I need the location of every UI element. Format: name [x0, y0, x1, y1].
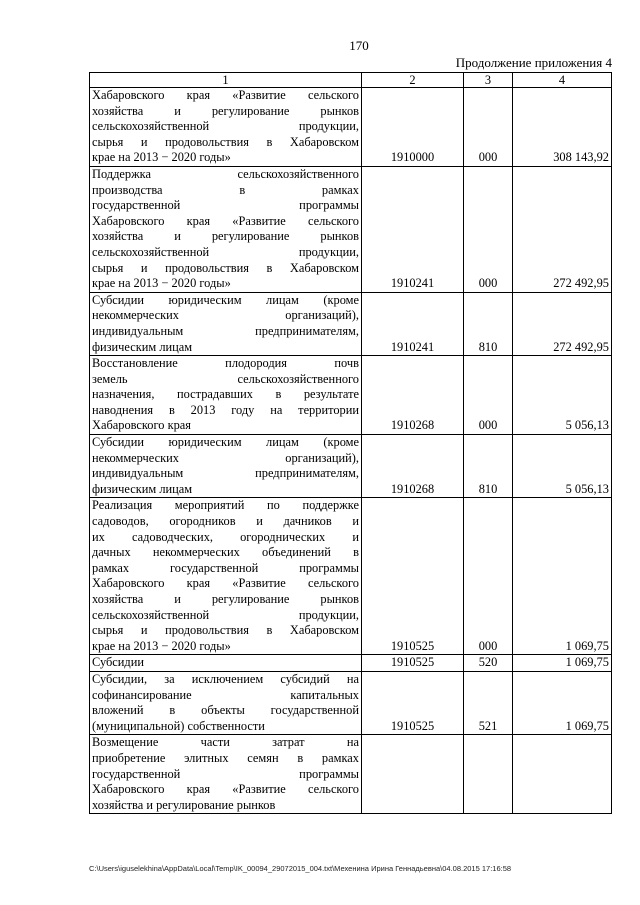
row-code-cell: 1910000 — [362, 88, 464, 167]
row-type-cell: 520 — [464, 655, 513, 672]
row-name-cell — [90, 655, 362, 672]
row-name-line: некоммерческих организаций), — [92, 308, 359, 323]
row-name-line: крае на 2013 − 2020 годы» — [92, 150, 231, 165]
row-name-line: государственной программы — [92, 766, 359, 781]
file-path-footer: C:\Users\iguselekhina\AppData\Local\Temp\IK_00094_29072015_004.txt\Мехенина Ирина Геннадьевна\04.08.2015 17:16:58 — [89, 864, 512, 873]
row-name-line: назначения, пострадавших в результате — [92, 387, 359, 402]
row-name-line: индивидуальным предпринимателям, — [92, 466, 359, 481]
row-type-cell: 000 — [464, 166, 513, 292]
column-header-3: 3 — [464, 73, 513, 88]
row-type-cell: 000 — [464, 88, 513, 167]
row-amount-cell: 1 069,75 — [513, 498, 612, 655]
row-name-line: садоводов, огородников и дачников и — [92, 514, 359, 529]
row-name-cell — [90, 671, 362, 734]
row-name-line: Субсидии, за исключением субсидий на — [92, 671, 359, 686]
table-row — [90, 88, 612, 167]
row-name-line: вложений в объекты государственной — [92, 703, 359, 718]
table-row — [90, 671, 612, 734]
table-row — [90, 435, 612, 498]
row-name-line: Субсидии — [92, 655, 144, 670]
row-name-line: Субсидии юридическим лицам (кроме — [92, 292, 359, 307]
row-name-cell — [90, 292, 362, 355]
continuation-caption: Продолжение приложения 4 — [455, 55, 612, 70]
row-name-line: Возмещение части затрат на — [92, 735, 359, 750]
row-name-line: Субсидии юридическим лицам (кроме — [92, 435, 359, 450]
row-amount-cell: 1 069,75 — [513, 671, 612, 734]
row-name-line: физическим лицам — [92, 339, 193, 354]
row-name-line: хозяйства и регулирование рынков — [92, 103, 359, 118]
column-header-2: 2 — [362, 73, 464, 88]
row-name-line: крае на 2013 − 2020 годы» — [92, 276, 231, 291]
row-code-cell: 1910241 — [362, 292, 464, 355]
row-amount-cell: 1 069,75 — [513, 655, 612, 672]
row-name-line: Хабаровского края «Развитие сельского — [92, 782, 359, 797]
row-name-line: (муниципальной) собственности — [92, 718, 265, 733]
row-name-line: сельскохозяйственной продукции, — [92, 607, 359, 622]
row-name-line: крае на 2013 − 2020 годы» — [92, 638, 231, 653]
table-row — [90, 166, 612, 292]
row-code-cell: 1910241 — [362, 166, 464, 292]
page-number: 170 — [349, 38, 369, 53]
row-code-cell: 1910525 — [362, 671, 464, 734]
row-name-line: Хабаровского края «Развитие сельского — [92, 88, 359, 102]
row-type-cell — [464, 735, 513, 814]
budget-table — [89, 72, 612, 814]
row-code-cell: 1910268 — [362, 356, 464, 435]
row-name-line: приобретение элитных семян в рамках — [92, 750, 359, 765]
row-name-line: хозяйства и регулирование рынков — [92, 592, 359, 606]
row-name-line: наводнения в 2013 году на территории — [92, 402, 359, 417]
row-name-line: индивидуальным предпринимателям, — [92, 323, 359, 338]
row-type-cell: 000 — [464, 356, 513, 435]
row-name-cell — [90, 498, 362, 655]
row-name-line: сельскохозяйственной продукции, — [92, 119, 359, 134]
row-type-cell: 810 — [464, 435, 513, 498]
row-name-line: рамках государственной программы — [92, 560, 359, 575]
row-amount-cell: 5 056,13 — [513, 356, 612, 435]
row-code-cell: 1910525 — [362, 498, 464, 655]
row-type-cell: 000 — [464, 498, 513, 655]
row-name-line: хозяйства и регулирование рынков — [92, 797, 276, 812]
row-name-line: земель сельскохозяйственного — [92, 371, 359, 386]
row-code-cell: 1910268 — [362, 435, 464, 498]
row-name-line: сырья и продовольствия в Хабаровском — [92, 134, 359, 149]
row-name-line: государственной программы — [92, 198, 359, 213]
row-name-line: сырья и продовольствия в Хабаровском — [92, 260, 359, 275]
row-name-cell — [90, 166, 362, 292]
row-name-line: сырья и продовольствия в Хабаровском — [92, 623, 359, 638]
row-name-line: сельскохозяйственной продукции, — [92, 244, 359, 259]
row-name-line: Хабаровского края «Развитие сельского — [92, 213, 359, 228]
table-header-row — [90, 73, 612, 88]
row-type-cell: 810 — [464, 292, 513, 355]
row-amount-cell: 272 492,95 — [513, 292, 612, 355]
table-row — [90, 356, 612, 435]
row-amount-cell — [513, 735, 612, 814]
row-amount-cell: 308 143,92 — [513, 88, 612, 167]
row-name-line: Восстановление плодородия почв — [92, 356, 359, 371]
column-header-1: 1 — [90, 73, 362, 88]
row-name-line: Реализация мероприятий по поддержке — [92, 498, 359, 513]
table-row — [90, 735, 612, 814]
row-name-line: дачных некоммерческих объединений в — [92, 545, 359, 560]
row-amount-cell: 5 056,13 — [513, 435, 612, 498]
table-row — [90, 655, 612, 672]
column-header-4: 4 — [513, 73, 612, 88]
row-name-line: Хабаровского края «Развитие сельского — [92, 576, 359, 591]
row-name-line: некоммерческих организаций), — [92, 450, 359, 465]
table-row — [90, 292, 612, 355]
row-amount-cell: 272 492,95 — [513, 166, 612, 292]
table-body — [90, 88, 612, 814]
row-name-line: производства в рамках — [92, 182, 359, 197]
row-name-line: Хабаровского края — [92, 418, 191, 433]
row-code-cell: 1910525 — [362, 655, 464, 672]
row-type-cell: 521 — [464, 671, 513, 734]
row-name-line: физическим лицам — [92, 481, 193, 496]
row-name-cell — [90, 88, 362, 167]
row-name-cell — [90, 356, 362, 435]
table-row — [90, 498, 612, 655]
row-name-cell — [90, 735, 362, 814]
row-code-cell — [362, 735, 464, 814]
row-name-line: хозяйства и регулирование рынков — [92, 229, 359, 244]
row-name-line: Поддержка сельскохозяйственного — [92, 166, 359, 181]
row-name-cell — [90, 435, 362, 498]
row-name-line: софинансирование капитальных — [92, 687, 359, 702]
row-name-line: их садоводческих, огороднических и — [92, 529, 359, 544]
